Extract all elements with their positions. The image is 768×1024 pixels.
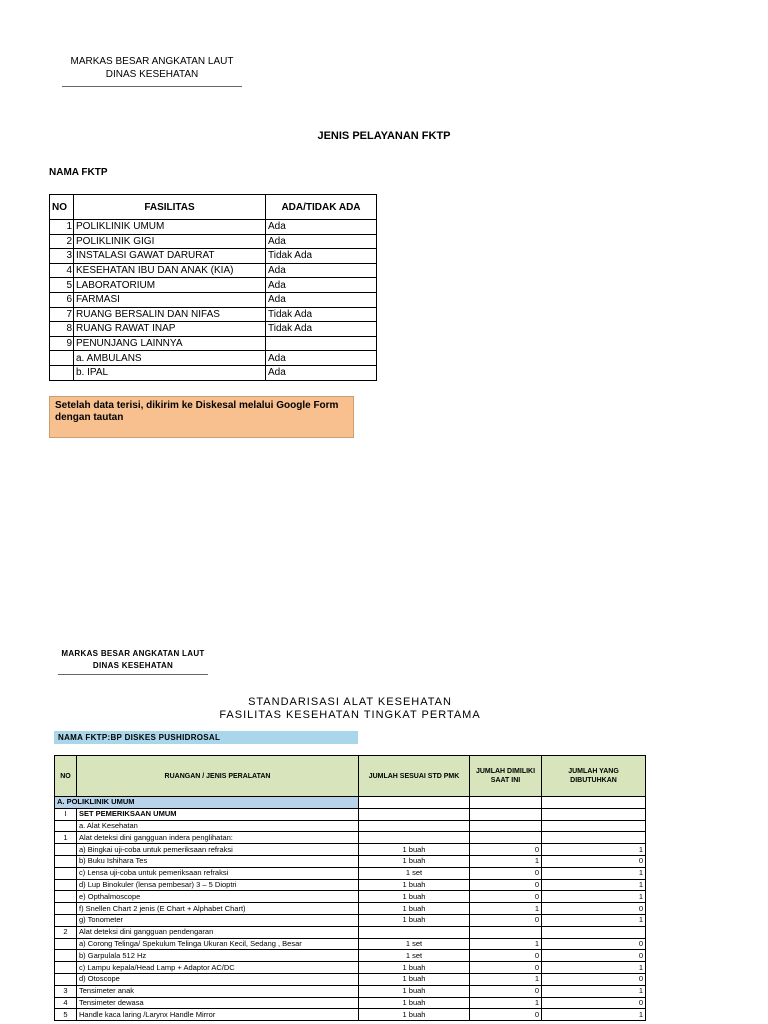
row-std: 1 buah xyxy=(359,855,470,867)
facilities-table xyxy=(49,194,377,381)
row-no: 3 xyxy=(50,249,74,264)
equipment-row xyxy=(55,938,646,950)
equipment-row xyxy=(55,832,646,844)
row-equipment: SET PEMERIKSAAN UMUM xyxy=(77,808,359,820)
row-no xyxy=(55,914,77,926)
row-have: 0 xyxy=(470,879,542,891)
row-no: 4 xyxy=(50,263,74,278)
equipment-row xyxy=(55,903,646,915)
row-need xyxy=(542,808,646,820)
row-need: 1 xyxy=(542,867,646,879)
row-std: 1 buah xyxy=(359,891,470,903)
row-equipment: d) Lup Binokuler (lensa pembesar) 3 – 5 Dioptri xyxy=(77,879,359,891)
col-header-fasilitas: FASILITAS xyxy=(74,195,266,220)
col-header-need: JUMLAH YANG DIBUTUHKAN xyxy=(542,756,646,797)
equipment-row xyxy=(55,926,646,938)
row-std: 1 buah xyxy=(359,997,470,1009)
row-status: Tidak Ada xyxy=(266,249,377,264)
row-status: Ada xyxy=(266,220,377,235)
row-have xyxy=(470,808,542,820)
row-need: 1 xyxy=(542,879,646,891)
row-no: I xyxy=(55,808,77,820)
row-status: Ada xyxy=(266,292,377,307)
row-need: 1 xyxy=(542,1009,646,1021)
row-have: 1 xyxy=(470,903,542,915)
row-have xyxy=(470,820,542,832)
row-no xyxy=(55,867,77,879)
row-status: Ada xyxy=(266,365,377,380)
row-equipment: b) Buku Ishihara Tes xyxy=(77,855,359,867)
col-header-have: JUMLAH DIMILIKI SAAT INI xyxy=(470,756,542,797)
row-fasilitas: INSTALASI GAWAT DARURAT xyxy=(74,249,266,264)
row-have: 0 xyxy=(470,891,542,903)
col-header-ruangan: RUANGAN / JENIS PERALATAN xyxy=(77,756,359,797)
row-std: 1 buah xyxy=(359,1009,470,1021)
row-have: 0 xyxy=(470,1009,542,1021)
letterhead-rule xyxy=(62,86,242,87)
row-no: 1 xyxy=(55,832,77,844)
row-no: 3 xyxy=(55,985,77,997)
equipment-table xyxy=(54,755,646,1021)
row-status: Tidak Ada xyxy=(266,307,377,322)
row-equipment: f) Snellen Chart 2 jenis (E Chart + Alphabet Chart) xyxy=(77,903,359,915)
row-equipment: g) Tonometer xyxy=(77,914,359,926)
row-std xyxy=(359,926,470,938)
row-no xyxy=(55,950,77,962)
row-need: 1 xyxy=(542,914,646,926)
row-no: 2 xyxy=(50,234,74,249)
section-cell xyxy=(359,797,470,809)
row-need: 0 xyxy=(542,938,646,950)
row-no xyxy=(55,820,77,832)
row-need: 1 xyxy=(542,985,646,997)
row-need: 1 xyxy=(542,962,646,974)
row-std xyxy=(359,808,470,820)
row-fasilitas: POLIKLINIK UMUM xyxy=(74,220,266,235)
table-row xyxy=(50,292,377,307)
table-row xyxy=(50,220,377,235)
table-row xyxy=(50,249,377,264)
row-std xyxy=(359,832,470,844)
row-status: Ada xyxy=(266,351,377,366)
row-need xyxy=(542,820,646,832)
equipment-row xyxy=(55,891,646,903)
row-fasilitas: PENUNJANG LAINNYA xyxy=(74,336,266,351)
col-header-no: NO xyxy=(55,756,77,797)
row-equipment: b) Garpulala 512 Hz xyxy=(77,950,359,962)
table-row xyxy=(50,307,377,322)
section-row xyxy=(55,797,646,809)
letterhead-2 xyxy=(50,648,216,675)
row-equipment: a) Corong Telinga/ Spekulum Telinga Ukuran Kecil, Sedang , Besar xyxy=(77,938,359,950)
row-have: 1 xyxy=(470,855,542,867)
row-fasilitas: LABORATORIUM xyxy=(74,278,266,293)
row-need xyxy=(542,832,646,844)
row-fasilitas: KESEHATAN IBU DAN ANAK (KIA) xyxy=(74,263,266,278)
row-std: 1 buah xyxy=(359,879,470,891)
row-no: 2 xyxy=(55,926,77,938)
row-equipment: e) Opthalmoscope xyxy=(77,891,359,903)
row-no xyxy=(55,855,77,867)
row-need xyxy=(542,926,646,938)
row-no xyxy=(55,903,77,915)
row-equipment: a) Bingkai uji-coba untuk pemeriksaan refraksi xyxy=(77,844,359,856)
row-equipment: Handle kaca laring /Larynx Handle Mirror xyxy=(77,1009,359,1021)
letterhead-line2: DINAS KESEHATAN xyxy=(105,69,199,80)
equipment-row xyxy=(55,867,646,879)
row-fasilitas: RUANG RAWAT INAP xyxy=(74,322,266,337)
row-equipment: Alat deteksi dini gangguan indera penglihatan: xyxy=(77,832,359,844)
row-std: 1 buah xyxy=(359,962,470,974)
row-equipment: c) Lampu kepala/Head Lamp + Adaptor AC/DC xyxy=(77,962,359,974)
row-have: 0 xyxy=(470,985,542,997)
row-no xyxy=(50,351,74,366)
equipment-row xyxy=(55,997,646,1009)
row-no: 6 xyxy=(50,292,74,307)
col-header-status: ADA/TIDAK ADA xyxy=(266,195,377,220)
row-fasilitas: b. IPAL xyxy=(74,365,266,380)
row-std: 1 buah xyxy=(359,985,470,997)
table-row xyxy=(50,322,377,337)
page-title: JENIS PELAYANAN FKTP xyxy=(317,130,451,142)
letterhead-2-line1: MARKAS BESAR ANGKATAN LAUT xyxy=(61,649,205,658)
row-std: 1 set xyxy=(359,938,470,950)
row-need: 1 xyxy=(542,891,646,903)
row-no: 5 xyxy=(55,1009,77,1021)
equipment-row xyxy=(55,973,646,985)
table-row xyxy=(50,351,377,366)
col-header-no: NO xyxy=(50,195,74,220)
row-no xyxy=(55,962,77,974)
row-equipment: Tensimeter dewasa xyxy=(77,997,359,1009)
row-status: Ada xyxy=(266,234,377,249)
standardization-title-line1: STANDARISASI ALAT KESEHATAN xyxy=(248,696,452,708)
row-fasilitas: FARMASI xyxy=(74,292,266,307)
section-cell xyxy=(542,797,646,809)
row-no: 5 xyxy=(50,278,74,293)
equipment-row xyxy=(55,962,646,974)
row-no xyxy=(55,973,77,985)
row-no: 9 xyxy=(50,336,74,351)
row-have xyxy=(470,926,542,938)
submission-note: Setelah data terisi, dikirim ke Diskesal melalui Google Form dengan tautan xyxy=(49,396,354,438)
row-no: 1 xyxy=(50,220,74,235)
row-have: 0 xyxy=(470,950,542,962)
row-std: 1 set xyxy=(359,950,470,962)
row-status: Ada xyxy=(266,263,377,278)
row-need: 0 xyxy=(542,950,646,962)
letterhead-line1: MARKAS BESAR ANGKATAN LAUT xyxy=(70,56,234,67)
row-equipment: d) Otoscope xyxy=(77,973,359,985)
equipment-row xyxy=(55,844,646,856)
equipment-row xyxy=(55,914,646,926)
row-no xyxy=(50,365,74,380)
equipment-row xyxy=(55,855,646,867)
row-have: 1 xyxy=(470,973,542,985)
row-no xyxy=(55,879,77,891)
table-row xyxy=(50,365,377,380)
row-std: 1 buah xyxy=(359,973,470,985)
row-need: 0 xyxy=(542,973,646,985)
row-std: 1 buah xyxy=(359,844,470,856)
letterhead-2-line2: DINAS KESEHATAN xyxy=(92,661,174,670)
row-need: 0 xyxy=(542,855,646,867)
table-row xyxy=(50,263,377,278)
row-no: 8 xyxy=(50,322,74,337)
fktp-name-label: NAMA FKTP xyxy=(49,167,108,178)
row-std xyxy=(359,820,470,832)
row-equipment: Alat deteksi dini gangguan pendengaran xyxy=(77,926,359,938)
row-std: 1 set xyxy=(359,867,470,879)
letterhead-2-rule xyxy=(58,674,208,675)
table-header-row xyxy=(50,195,377,220)
row-equipment: a. Alat Kesehatan xyxy=(77,820,359,832)
table-row xyxy=(50,234,377,249)
row-fasilitas: a. AMBULANS xyxy=(74,351,266,366)
col-header-std: JUMLAH SESUAI STD PMK xyxy=(359,756,470,797)
row-no xyxy=(55,891,77,903)
letterhead xyxy=(60,55,244,87)
equipment-row xyxy=(55,950,646,962)
row-equipment: c) Lensa uji-coba untuk pemeriksaan refraksi xyxy=(77,867,359,879)
equipment-row xyxy=(55,820,646,832)
row-have: 0 xyxy=(470,844,542,856)
row-equipment: Tensimeter anak xyxy=(77,985,359,997)
row-have: 0 xyxy=(470,867,542,879)
row-std: 1 buah xyxy=(359,903,470,915)
row-status: Tidak Ada xyxy=(266,322,377,337)
row-no xyxy=(55,938,77,950)
standardization-title xyxy=(0,696,700,722)
row-need: 0 xyxy=(542,997,646,1009)
row-need: 0 xyxy=(542,903,646,915)
section-cell xyxy=(470,797,542,809)
row-status: Ada xyxy=(266,278,377,293)
standardization-title-line2: FASILITAS KESEHATAN TINGKAT PERTAMA xyxy=(219,709,481,721)
row-have: 1 xyxy=(470,938,542,950)
row-have: 1 xyxy=(470,997,542,1009)
table-row xyxy=(50,278,377,293)
equipment-row xyxy=(55,985,646,997)
row-have: 0 xyxy=(470,962,542,974)
row-no: 4 xyxy=(55,997,77,1009)
row-status xyxy=(266,336,377,351)
row-need: 1 xyxy=(542,844,646,856)
row-fasilitas: RUANG BERSALIN DAN NIFAS xyxy=(74,307,266,322)
row-have: 0 xyxy=(470,914,542,926)
fktp-name-banner: NAMA FKTP:BP DISKES PUSHIDROSAL xyxy=(54,731,358,744)
equipment-row xyxy=(55,879,646,891)
row-no xyxy=(55,844,77,856)
section-label: A. POLIKLINIK UMUM xyxy=(55,797,359,809)
equipment-row xyxy=(55,808,646,820)
row-std: 1 buah xyxy=(359,914,470,926)
row-no: 7 xyxy=(50,307,74,322)
row-have xyxy=(470,832,542,844)
row-fasilitas: POLIKLINIK GIGI xyxy=(74,234,266,249)
equipment-header-row xyxy=(55,756,646,797)
table-row xyxy=(50,336,377,351)
equipment-row xyxy=(55,1009,646,1021)
